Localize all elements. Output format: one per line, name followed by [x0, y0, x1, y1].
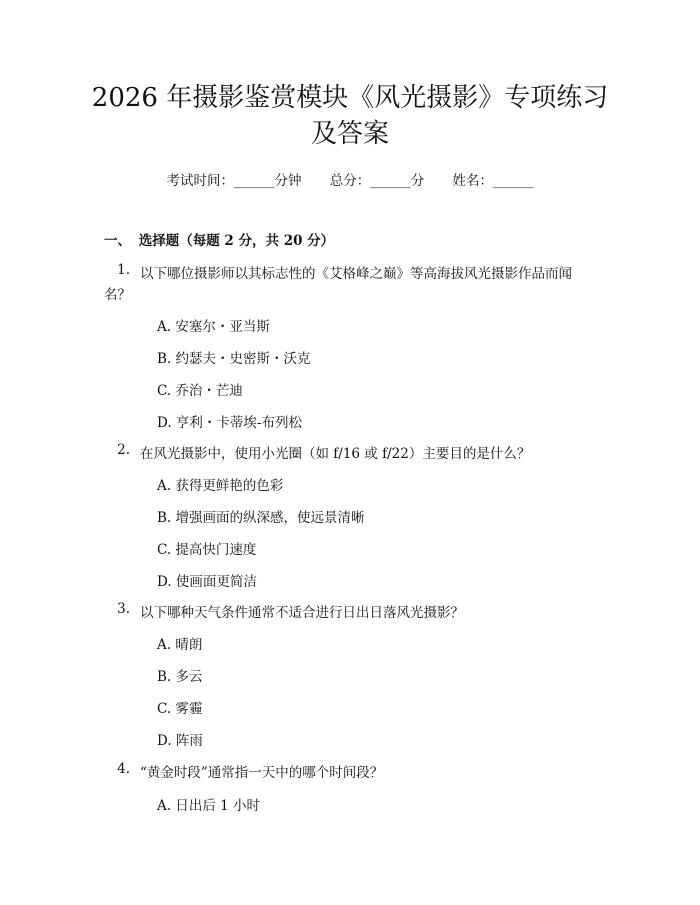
- question-number: 4.: [117, 761, 130, 777]
- page-title-line2: 及答案: [310, 119, 389, 149]
- page-title-line1: 2026 年摄影鉴赏模块《风光摄影》专项练习: [91, 83, 609, 113]
- question-2-option-c: C. 提高快门速度: [157, 542, 257, 558]
- exam-time-field: 考试时间：______分钟: [166, 173, 302, 189]
- question-1-option-a: A. 安塞尔・亚当斯: [157, 319, 270, 335]
- question-text: 在风光摄影中，使用小光圈（如 f/16 或 f/22）主要目的是什么？: [140, 446, 531, 462]
- question-number: 3.: [117, 601, 130, 617]
- question-1-text-cont: 名？: [104, 287, 131, 303]
- question-number: 1.: [117, 262, 130, 278]
- question-2-option-b: B. 增强画面的纵深感，使远景清晰: [157, 510, 365, 526]
- question-text: 以下哪种天气条件通常不适合进行日出日落风光摄影？: [140, 605, 464, 621]
- question-4-option-a: A. 日出后 1 小时: [157, 798, 261, 814]
- question-1-option-c: C. 乔治・芒迪: [157, 383, 243, 399]
- question-1-option-d: D. 亨利・卡蒂埃-布列松: [157, 415, 302, 431]
- question-3-option-b: B. 多云: [157, 669, 203, 685]
- question-number: 2.: [117, 442, 130, 458]
- question-3-option-d: D. 阵雨: [157, 733, 203, 749]
- total-score-field: 总分：______分: [329, 173, 425, 189]
- question-3-option-c: C. 雾霾: [157, 701, 203, 717]
- question-3-option-a: A. 晴朗: [157, 637, 203, 653]
- section-heading: [104, 229, 334, 249]
- section-title: 选择题（每题 2 分，共 20 分）: [138, 233, 335, 249]
- exam-meta: [0, 169, 700, 189]
- question-1-option-b: B. 约瑟夫・史密斯・沃克: [157, 351, 311, 367]
- question-2-option-d: D. 使画面更简洁: [157, 574, 257, 590]
- question-text: “黄金时段”通常指一天中的哪个时间段？: [140, 765, 384, 781]
- name-field: 姓名：______: [452, 173, 534, 189]
- question-text: 以下哪位摄影师以其标志性的《艾格峰之巅》等高海拔风光摄影作品而闻: [140, 266, 572, 282]
- section-number: 一、: [104, 233, 131, 249]
- question-2-option-a: A. 获得更鲜艳的色彩: [157, 478, 284, 494]
